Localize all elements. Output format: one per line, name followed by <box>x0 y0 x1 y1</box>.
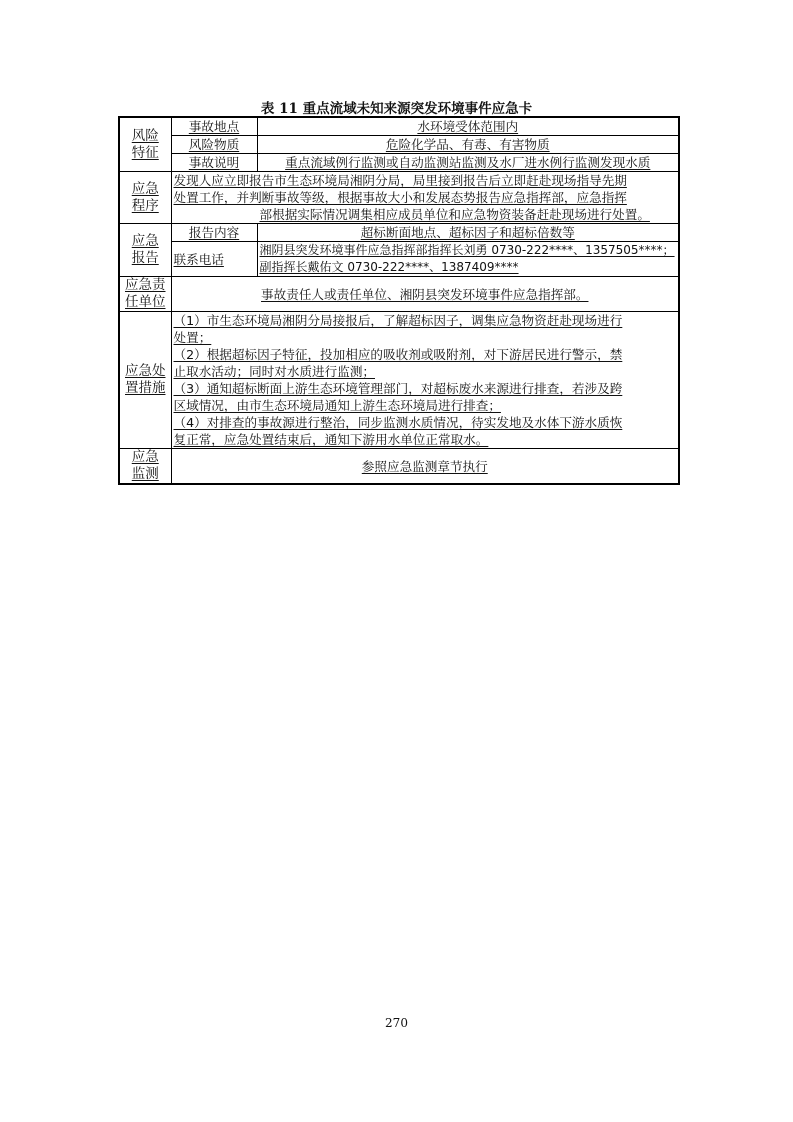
risk-value-description: 重点流域例行监测或自动监测站监测及水厂进水例行监测发现水质 <box>257 154 679 172</box>
risk-key-description: 事故说明 <box>171 154 257 172</box>
risk-row-description <box>119 154 679 172</box>
measures-row <box>119 312 679 449</box>
report-phone-row <box>119 242 679 277</box>
responsible-section-label: 应急责 任单位 <box>119 277 171 312</box>
procedure-text: 发现人应立即报告市生态环境局湘阴分局，局里接到报告后立即赶赴现场指导先期 处置工作，并判断事故等级，根据事故大小和发展态势报告应急指挥部，应急指挥 部根据实际情况调集相应成员单位和应急物资装备赶赴现场进行处置。 <box>171 172 679 224</box>
report-content-value: 超标断面地点、超标因子和超标倍数等 <box>257 224 679 242</box>
report-content-key: 报告内容 <box>171 224 257 242</box>
procedure-section-label: 应急 程序 <box>119 172 171 224</box>
page-number: 270 <box>385 1016 408 1030</box>
risk-value-location: 水环境受体范围内 <box>257 117 679 136</box>
report-phone-key: 联系电话 <box>171 242 257 277</box>
responsible-value: 事故责任人或责任单位、湘阴县突发环境事件应急指挥部。 <box>171 277 679 312</box>
measures-section-label: 应急处 置措施 <box>119 312 171 449</box>
responsible-row <box>119 277 679 312</box>
monitoring-section-label: 应急 监测 <box>119 449 171 485</box>
report-section-label: 应急 报告 <box>119 224 171 277</box>
report-phone-value: 湘阴县突发环境事件应急指挥部指挥长刘勇 0730-222****、1357505****； 副指挥长戴佑文 0730-222****、1387409**** <box>257 242 679 277</box>
monitoring-row <box>119 449 679 485</box>
procedure-row <box>119 172 679 224</box>
monitoring-value: 参照应急监测章节执行 <box>171 449 679 485</box>
risk-section-label: 风险 特征 <box>119 117 171 172</box>
emergency-card-table <box>118 116 680 485</box>
measures-text: （1）市生态环境局湘阴分局接报后，了解超标因子，调集应急物资赶赴现场进行 处置； （2）根据超标因子特征，投加相应的吸收剂或吸附剂，对下游居民进行警示，禁 止取水活动；同时对水质进行监测； （3）通知超标断面上游生态环境管理部门，对超标废水来源进行排查，若涉及跨 区域情况，由市生态环境局通知上游生态环境局进行排查； （4）对排查的事故源进行整治，同步监测水质情况，待实发地及水体下游水质恢 复正常，应急处置结束后，通知下游用水单位正常取水。 <box>171 312 679 449</box>
risk-value-substance: 危险化学品、有毒、有害物质 <box>257 136 679 154</box>
report-content-row <box>119 224 679 242</box>
risk-row-location <box>119 117 679 136</box>
table-title: 表 11 重点流域未知来源突发环境事件应急卡 <box>260 101 533 117</box>
risk-row-substance <box>119 136 679 154</box>
risk-key-location: 事故地点 <box>171 117 257 136</box>
risk-key-substance: 风险物质 <box>171 136 257 154</box>
